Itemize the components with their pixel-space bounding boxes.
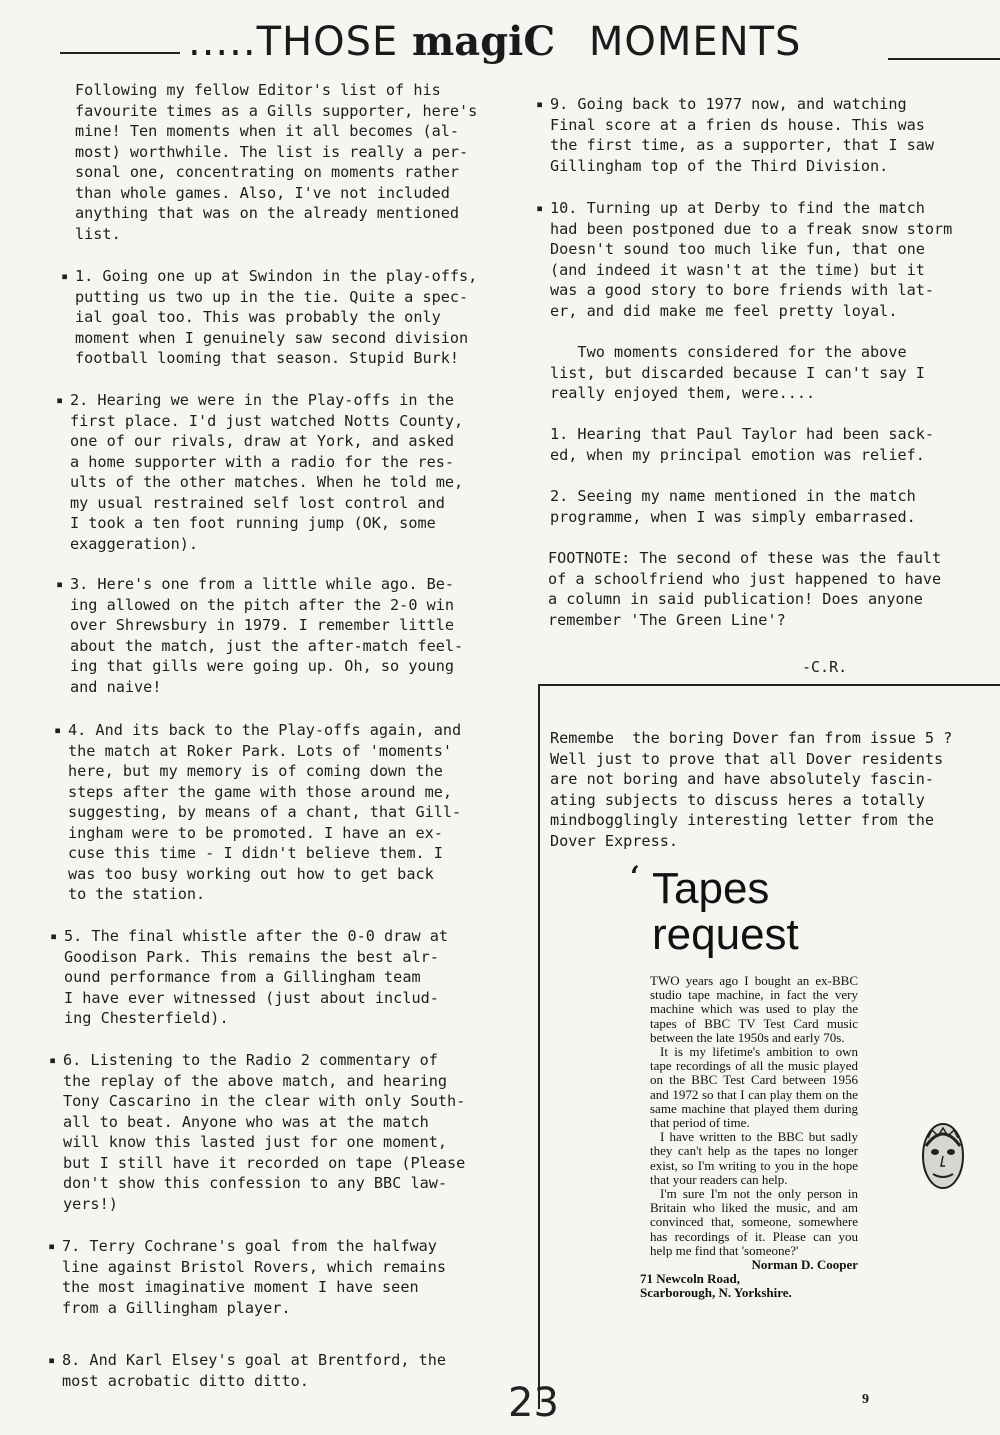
discarded-1: 1. Hearing that Paul Taylor had been sack- ed, when my principal emotion was relief. bbox=[550, 425, 935, 464]
moment-10: ▪ 10. Turning up at Derby to find the match had been postponed due to a freak snow storm Doesn't sound too much like fun, that one (and indeed it wasn't at the time) but it was a good story to bore friends with lat- er, and did make me feel pretty loyal. bbox=[550, 198, 952, 321]
author-signature: -C.R. bbox=[802, 658, 848, 676]
page-number: 23 bbox=[508, 1380, 559, 1426]
moment-7: ▪ 7. Terry Cochrane's goal from the halfway line against Bristol Rovers, which remains the most imaginative moment I have seen from a Gillingham player. bbox=[62, 1236, 446, 1318]
header-rule-left bbox=[60, 52, 180, 54]
clipping-headline bbox=[652, 866, 799, 958]
clipping-headline-line-1: Tapes bbox=[652, 864, 770, 913]
box-rule-left bbox=[538, 684, 540, 1409]
footnote: FOOTNOTE: The second of these was the fault of a schoolfriend who just happened to have a column in said publication! Does anyone remember 'The Green Line'? bbox=[548, 549, 942, 629]
clipping-paragraph-4: I'm sure I'm not the only person in Britain who liked the music, and am convinced that, someone, somewhere has recordings of it. Please can you help me find that 'someone?' bbox=[650, 1186, 858, 1258]
box-intro-text: Remembe the boring Dover fan from issue 5 ? Well just to prove that all Dover residents are not boring and have absolutely fascin- ating subjects to discuss heres a totally mindbogglingly interesting letter from the Dover Express. bbox=[550, 729, 953, 850]
clipping-page-mark: 9 bbox=[862, 1392, 869, 1407]
clipping-body bbox=[640, 973, 858, 1301]
moment-1: ▪ 1. Going one up at Swindon in the play-offs, putting us two up in the tie. Quite a spec- ial goal too. This was probably the only moment when I genuinely saw second division football looming that season. Stupid Burk! bbox=[75, 266, 477, 369]
discarded-2: 2. Seeing my name mentioned in the match programme, when I was simply embarrased. bbox=[550, 487, 916, 526]
clipping-paragraph-1: TWO years ago I bought an ex-BBC studio tape machine, in fact the very machine which was used to play the tapes of BBC TV Test Card music between the late 1950s and early 70s. bbox=[650, 973, 858, 1045]
clipping-quote-mark: ‘ bbox=[630, 860, 640, 893]
header-rule-right bbox=[888, 58, 1000, 60]
page-title bbox=[188, 18, 801, 65]
title-magic-word: magiC bbox=[411, 18, 556, 65]
title-part-1: .....THOSE bbox=[188, 19, 399, 65]
clipping-address-1: 71 Newcoln Road, bbox=[640, 1271, 741, 1287]
intro-paragraph: Following my fellow Editor's list of his favourite times as a Gills supporter, here's mine! Ten moments when it all becomes (al- most) worthwhile. The list is really a per- sonal one, concentrating on moments rather than whole games. Also, I've not included anything that was on the already mentioned list. bbox=[75, 81, 478, 243]
clipping-signature: Norman D. Cooper bbox=[751, 1257, 858, 1273]
moment-6: ▪ 6. Listening to the Radio 2 commentary of the replay of the above match, and hearing Tony Cascarino in the clear with only South- all to beat. Anyone who was at the match will know this lasted just for one moment, but I still have it recorded on tape (Please don't show this confession to any BBC law- yers!) bbox=[63, 1050, 465, 1214]
box-rule-top bbox=[540, 684, 1000, 686]
moment-4: ▪ 4. And its back to the Play-offs again, and the match at Roker Park. Lots of 'moments' here, but my memory is of coming down the steps after the game with those around me, suggesting, by means of a chant, that Gill- ingham were to be promoted. I have an ex- cuse this time - I didn't believe them. I was too busy working out how to get back to the station. bbox=[68, 720, 461, 905]
moment-9: ▪ 9. Going back to 1977 now, and watching Final score at a frien ds house. This was the first time, as a supporter, that I saw Gillingham top of the Third Division. bbox=[550, 94, 934, 176]
page-header bbox=[0, 14, 1000, 74]
moment-2: ▪ 2. Hearing we were in the Play-offs in the first place. I'd just watched Notts County, one of our rivals, draw at York, and asked a home supporter with a radio for the res- ults of the other matches. When he told me, my usual restrained self lost control and I took a ten foot running jump (OK, some exaggeration). bbox=[70, 390, 463, 554]
considered-paragraph: Two moments considered for the above list, but discarded because I can't say I really enjoyed them, were.... bbox=[550, 343, 925, 402]
moment-8: ▪ 8. And Karl Elsey's goal at Brentford, the most acrobatic ditto ditto. bbox=[62, 1350, 446, 1391]
clipping-headline-line-2: request bbox=[652, 910, 799, 959]
clipping-address-2: Scarborough, N. Yorkshire. bbox=[640, 1285, 792, 1301]
moment-3: ▪ 3. Here's one from a little while ago. Be- ing allowed on the pitch after the 2-0 win over Shrewsbury in 1979. I remember little about the match, just the after-match feel- ing that gills were going up. Oh, so young and naive! bbox=[70, 574, 463, 697]
moment-5: ▪ 5. The final whistle after the 0-0 draw at Goodison Park. This remains the best alr- ound performance from a Gillingham team I have ever witnessed (just about includ- ing Chesterfield). bbox=[64, 926, 448, 1029]
title-part-3: MOMENTS bbox=[588, 19, 802, 65]
portrait-sketch-icon bbox=[918, 1118, 968, 1196]
clipping-paragraph-2: It is my lifetime's ambition to own tape recordings of all the music played on the BBC Test Card between 1956 and 1972 so that I can play them on the same machine that played them during that period of time. bbox=[650, 1044, 858, 1131]
clipping-paragraph-3: I have written to the BBC but sadly they can't help as the tapes no longer exist, so I'm writing to you in the hope that your readers can help. bbox=[650, 1129, 858, 1187]
